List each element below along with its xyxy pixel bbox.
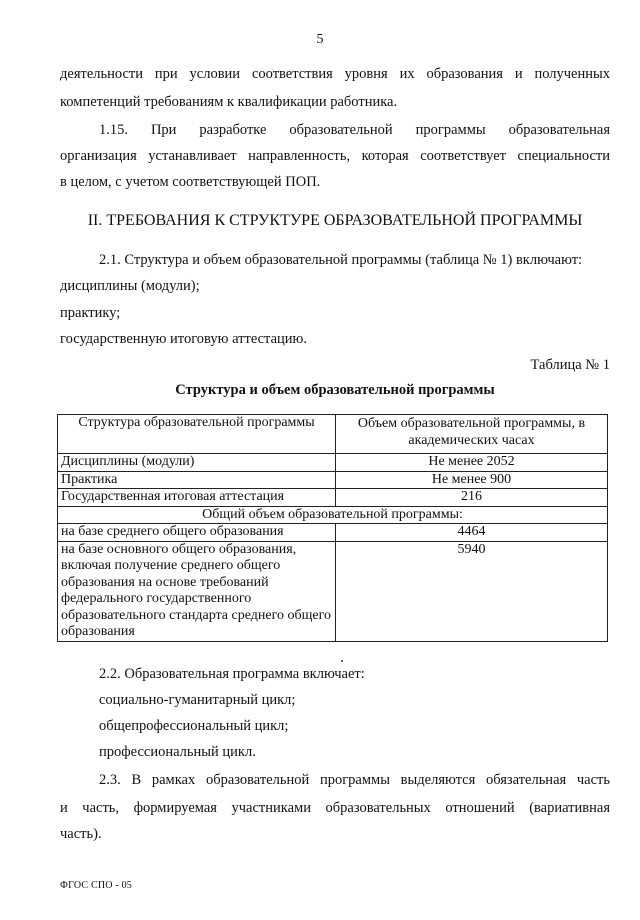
table-title: Структура и объем образовательной программы (175, 382, 495, 398)
table-cell: 216 (336, 489, 608, 507)
paragraph-1-15-line-2: организация устанавливает направленность, которая соответствует специальности (60, 148, 610, 164)
table-row (58, 454, 608, 472)
paragraph-1-14-line-2: компетенций требованиям к квалификации работника. (60, 94, 398, 110)
structure-table (57, 414, 608, 642)
table-cell: Дисциплины (модули) (58, 454, 336, 472)
list-2-2-item: общепрофессиональный цикл; (99, 718, 289, 734)
paragraph-2-3-line-1: 2.3. В рамках образовательной программы выделяются обязательная часть (99, 772, 610, 788)
list-2-2-item: профессиональный цикл. (99, 744, 256, 760)
stray-mark (341, 660, 343, 662)
list-2-1-item: государственную итоговую аттестацию. (60, 331, 307, 347)
table-cell: на базе среднего общего образования (58, 524, 336, 542)
table-total-label: Общий объем образовательной программы: (58, 506, 608, 524)
paragraph-1-14-line-1: деятельности при условии соответствия уровня их образования и полученных (60, 66, 610, 82)
footer-code: ФГОС СПО - 05 (60, 880, 132, 891)
table-cell: на базе основного общего образования, включая получение среднего общего образования на основе требований федерального государственного образовательного стандарта среднего общего образования (58, 541, 336, 641)
list-2-2-item: социально-гуманитарный цикл; (99, 692, 296, 708)
table-total-row (58, 506, 608, 524)
table-cell: 4464 (336, 524, 608, 542)
table-cell: 5940 (336, 541, 608, 641)
paragraph-2-1: 2.1. Структура и объем образовательной программы (таблица № 1) включают: (99, 252, 583, 268)
table-row (58, 471, 608, 489)
table-row (58, 541, 608, 641)
table-label: Таблица № 1 (530, 357, 610, 373)
table-header-cell: Структура образовательной программы (58, 415, 336, 454)
table-row (58, 524, 608, 542)
list-2-1-item: практику; (60, 305, 121, 321)
table-cell: Государственная итоговая аттестация (58, 489, 336, 507)
list-2-1-item: дисциплины (модули); (60, 278, 200, 294)
table-cell: Практика (58, 471, 336, 489)
table-header-cell: Объем образовательной программы, в академических часах (336, 415, 608, 454)
paragraph-1-15-line-1: 1.15. При разработке образовательной программы образовательная (99, 122, 610, 138)
page-number: 5 (316, 32, 324, 47)
paragraph-2-2: 2.2. Образовательная программа включает: (99, 666, 365, 682)
table-row (58, 489, 608, 507)
paragraph-2-3-line-3: часть). (60, 826, 102, 842)
table-cell: Не менее 2052 (336, 454, 608, 472)
table-header-row (58, 415, 608, 454)
table-cell: Не менее 900 (336, 471, 608, 489)
paragraph-1-15-line-3: в целом, с учетом соответствующей ПОП. (60, 174, 321, 190)
paragraph-2-3-line-2: и часть, формируемая участниками образовательных отношений (вариативная (60, 800, 610, 816)
section-heading: II. ТРЕБОВАНИЯ К СТРУКТУРЕ ОБРАЗОВАТЕЛЬНОЙ ПРОГРАММЫ (87, 212, 583, 229)
